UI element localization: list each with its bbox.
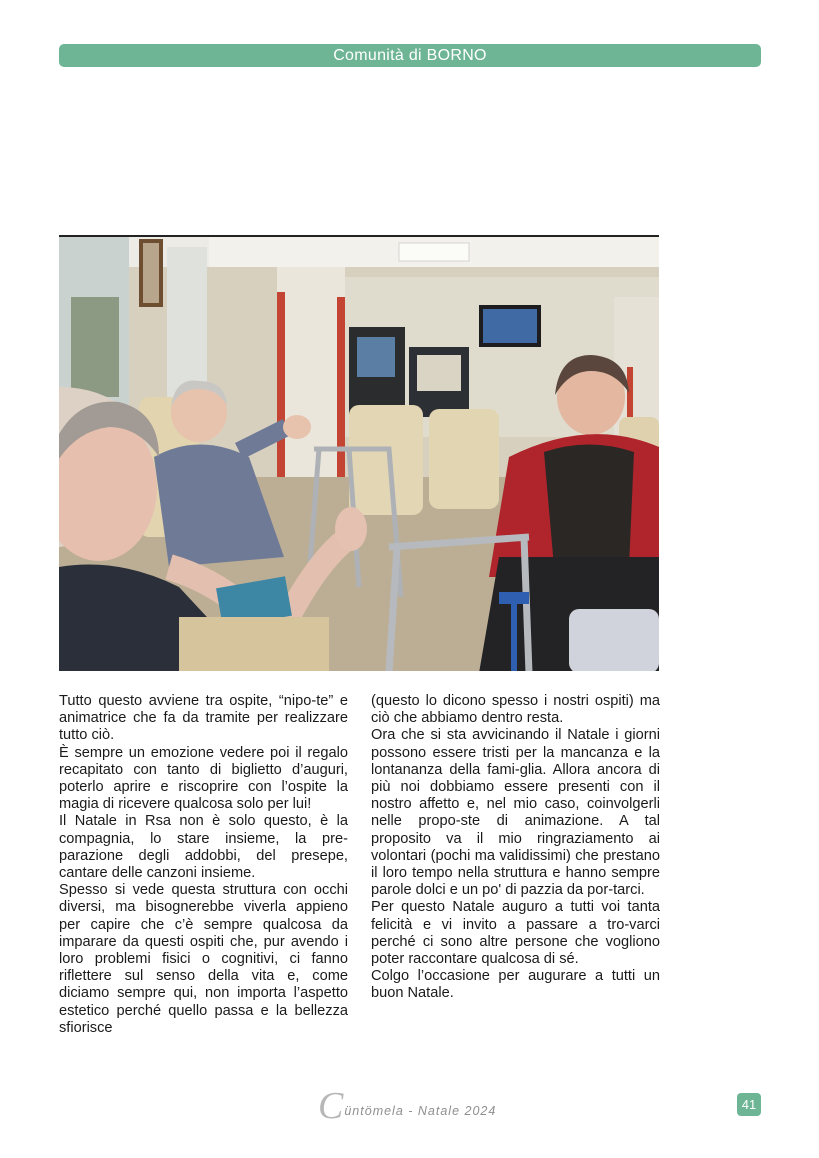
paragraph: Per questo Natale auguro a tutti voi tanta felicità e vi invito a passare a tro-varci perché ci sono altre persone che vogliono poter raccontare qualcosa di sé. <box>371 899 660 968</box>
paragraph: Spesso si vede questa struttura con occhi diversi, ma bisognerebbe viverla appieno per capire che c’è sempre qualcosa da imparare da questi ospiti che, pur avendo i loro problemi fisici o cognitivi, ci fanno riflettere sul senso della vita e, come diciamo sempre qui, non importa l’aspetto estetico perché quello passa e la bellezza sfiorisce <box>59 882 348 1036</box>
paragraph: (questo lo dicono spesso i nostri ospiti) ma ciò che abbiamo dentro resta. <box>371 693 660 727</box>
footer-brand <box>318 1085 497 1127</box>
page-number: 41 <box>737 1093 761 1116</box>
brand-text: üntömela - Natale 2024 <box>344 1104 497 1118</box>
paragraph: Ora che si sta avvicinando il Natale i giorni possono essere tristi per la mancanza e la lontananza della fami-glia. Allora ancora di più noi dobbiamo essere presenti con il nostro affetto e, nel mio caso, coinvolgerli nelle propo-ste di animazione. A tal proposito va il mio ringraziamento ai volontari (pochi ma validissimi) che prestano il loro tempo nella struttura e hanno sempre parole dolci e un po' di pazzia da por-tarci. <box>371 727 660 899</box>
paragraph: Tutto questo avviene tra ospite, “nipo-te” e animatrice che fa da tramite per realizzare tutto ciò. <box>59 693 348 744</box>
paragraph: Colgo l’occasione per augurare a tutti un buon Natale. <box>371 968 660 1002</box>
paragraph: È sempre un emozione vedere poi il regalo recapitato con tanto di biglietto d’auguri, poterlo aprire e riscoprire con l’ospite la magia di ricevere qualcosa solo per lui! <box>59 744 348 813</box>
photo-illustration <box>59 237 659 671</box>
paragraph: Il Natale in Rsa non è solo questo, è la compagnia, lo stare insieme, la pre-parazione degli addobbi, del presepe, cantare delle canzoni insieme. <box>59 813 348 882</box>
article-body <box>59 693 660 1083</box>
article-column-left <box>59 693 348 1083</box>
article-photo <box>59 235 659 671</box>
section-title: Comunità di BORNO <box>333 46 487 64</box>
section-header-bar <box>59 44 761 67</box>
article-column-right <box>371 693 660 1083</box>
brand-initial: C <box>318 1085 344 1127</box>
